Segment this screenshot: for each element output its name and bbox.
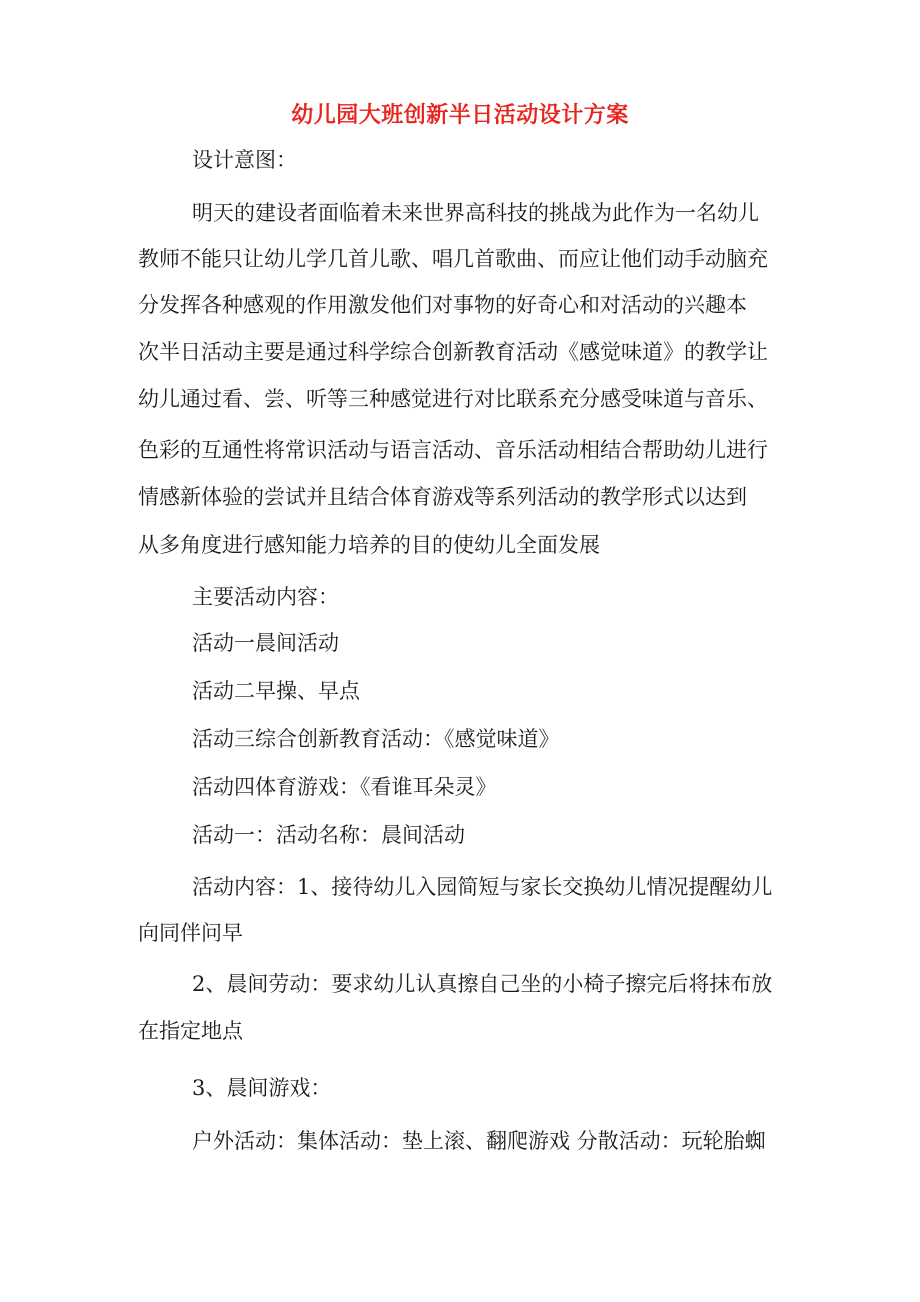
activity-detail-heading: 活动一：活动名称：晨间活动: [192, 823, 465, 847]
activity-list-item: 活动二早操、早点: [192, 679, 360, 703]
activity-list-item: 活动四体育游戏：《看谁耳朵灵》: [192, 775, 497, 799]
paragraph-line: 次半日活动主要是通过科学综合创新教育活动《感觉味道》的教学让: [138, 340, 768, 364]
paragraph-line: 明天的建设者面临着未来世界高科技的挑战为此作为一名幼儿: [192, 201, 759, 225]
paragraph-line: 从多角度进行感知能力培养的目的使幼儿全面发展: [138, 533, 600, 557]
paragraph-heading-design-intent: 设计意图：: [192, 148, 297, 172]
paragraph-line: 活动内容：1、接待幼儿入园简短与家长交换幼儿情况提醒幼儿: [192, 875, 773, 899]
paragraph-line: 教师不能只让幼儿学几首儿歌、唱几首歌曲、而应让他们动手动脑充: [138, 247, 768, 271]
document-title: 幼儿园大班创新半日活动设计方案: [291, 102, 629, 128]
activity-list-item: 活动一晨间活动: [192, 631, 339, 655]
activity-list-item: 活动三综合创新教育活动：《感觉味道》: [192, 727, 560, 751]
paragraph-line: 户外活动：集体活动：垫上滚、翻爬游戏 分散活动：玩轮胎蜘: [192, 1129, 766, 1153]
section-heading-main-activities: 主要活动内容：: [192, 585, 339, 609]
paragraph-line: 3、晨间游戏：: [192, 1076, 332, 1100]
paragraph-line: 向同伴问早: [138, 921, 243, 945]
paragraph-line: 分发挥各种感观的作用激发他们对事物的好奇心和对活动的兴趣本: [138, 293, 747, 317]
paragraph-line: 情感新体验的尝试并且结合体育游戏等系列活动的教学形式以达到: [138, 485, 747, 509]
paragraph-line: 2、晨间劳动：要求幼儿认真擦自己坐的小椅子擦完后将抹布放: [192, 972, 773, 996]
paragraph-line: 在指定地点: [138, 1019, 243, 1043]
paragraph-line: 色彩的互通性将常识活动与语言活动、音乐活动相结合帮助幼儿进行: [138, 438, 768, 462]
paragraph-line: 幼儿通过看、尝、听等三种感觉进行对比联系充分感受味道与音乐、: [138, 387, 768, 411]
